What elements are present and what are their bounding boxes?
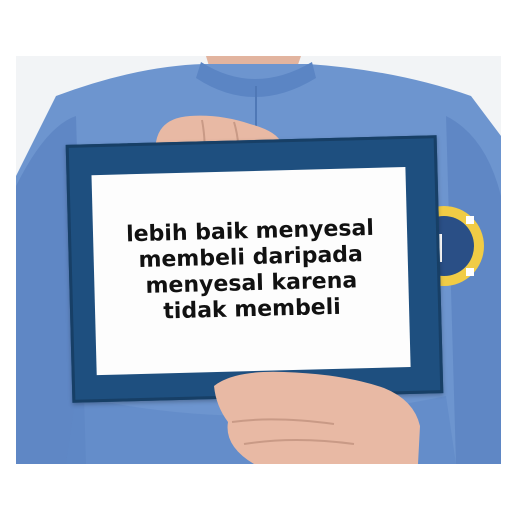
sign-line-4: tidak membeli	[163, 294, 342, 325]
sign-card	[91, 167, 410, 375]
hand-bottom	[214, 366, 424, 464]
sign-board	[66, 135, 444, 403]
sign-line-2: membeli daripada	[138, 242, 364, 274]
sign-line-1: lebih baik menyesal	[125, 215, 375, 248]
sign-line-3: menyesal karena	[145, 268, 358, 299]
